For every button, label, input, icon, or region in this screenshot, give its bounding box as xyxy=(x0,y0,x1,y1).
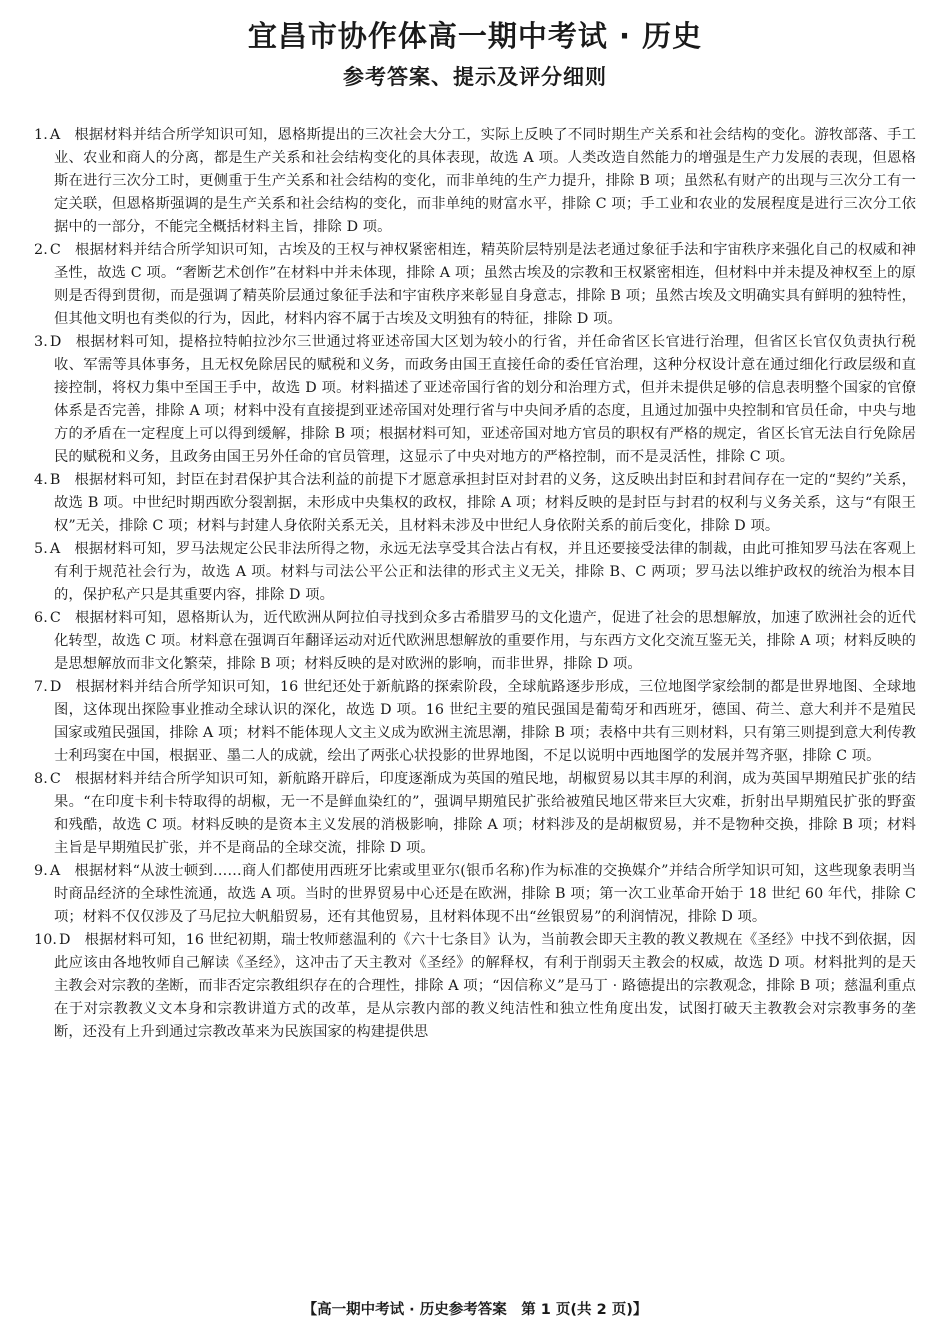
answer-explanation: 根据材料并结合所学知识可知，古埃及的王权与神权紧密相连，精英阶层特别是法老通过象征手法和宇宙秩序来强化自己的权威和神圣性，故选 C 项。“奢断艺术创作”在材料中并未体现，排除 A 项；虽然古埃及的宗教和王权紧密相连，但材料中并未提及神权至上的原则是否得到贯彻，而是强调了精英阶层通过象征手法和宇宙秩序来彰显自身意志，排除 B 项；虽然古埃及文明确实具有鲜明的独特性，但其他文明也有类似的行为，因此，材料内容不属于古埃及文明独有的特征，排除 D 项。 xyxy=(54,242,916,327)
answer-choice: A xyxy=(49,541,61,557)
answer-number: 9. xyxy=(34,863,48,879)
answer-item-10 xyxy=(34,929,916,1044)
answer-choice: A xyxy=(49,863,61,879)
answer-item-3 xyxy=(34,331,916,469)
answer-item-7 xyxy=(34,676,916,768)
answer-explanation: 根据材料“从波士顿到……商人们都使用西班牙比索或里亚尔(银币名称)作为标准的交换媒介”并结合所学知识可知，这些现象表明当时商品经济的全球性流通，故选 A 项。当时的世界贸易中心还是在欧洲，排除 B 项；第一次工业革命开始于 18 世纪 60 年代，排除 C 项；材料不仅仅涉及了马尼拉大帆船贸易，还有其他贸易，且材料体现不出“丝银贸易”的利润情况，排除 D 项。 xyxy=(54,863,916,925)
answer-choice: D xyxy=(59,932,71,948)
answer-number: 2. xyxy=(34,242,48,258)
answer-choice: C xyxy=(49,242,61,258)
answer-number: 5. xyxy=(34,541,48,557)
answer-explanation: 根据材料并结合所学知识可知，恩格斯提出的三次社会大分工，实际上反映了不同时期生产关系和社会结构的变化。游牧部落、手工业、农业和商人的分离，都是生产关系和社会结构变化的具体表现，故选 A 项。人类改造自然能力的增强是生产力发展的表现，但恩格斯在进行三次分工时，更侧重于生产关系和社会结构的变化，而非单纯的生产力提升，排除 B 项；虽然私有财产的出现与三次分工有一定关联，但恩格斯强调的是生产关系和社会结构的变化，而非单纯的财富水平，排除 C 项；手工业和农业的发展程度是进行三次分工依据中的一部分，不能完全概括材料主旨，排除 D 项。 xyxy=(54,127,916,235)
answer-number: 3. xyxy=(34,334,48,350)
answer-item-9 xyxy=(34,860,916,929)
answer-choice: D xyxy=(49,334,62,350)
answer-list xyxy=(34,124,916,1044)
answer-choice: C xyxy=(49,610,61,626)
answer-item-1 xyxy=(34,124,916,239)
answer-number: 7. xyxy=(34,679,48,695)
answer-explanation: 根据材料并结合所学知识可知，16 世纪还处于新航路的探索阶段，全球航路逐步形成，三位地图学家绘制的都是世界地图、全球地图，这体现出探险事业推动全球认识的深化，故选 D 项。16 世纪主要的殖民强国是葡萄牙和西班牙，德国、荷兰、意大利并不是殖民国家或殖民强国，排除 A 项；材料不能体现人文主义成为欧洲主流思潮，排除 B 项；表格中共有三则材料，只有第三则提到意大利传教士利玛窦在中国，根据亚、墨二人的成就，绘出了两张心状投影的世界地图，不足以说明中西地图学的发展并驾齐驱，排除 C 项。 xyxy=(54,679,916,764)
answer-item-2 xyxy=(34,239,916,331)
answer-number: 4. xyxy=(34,472,48,488)
page-title: 宜昌市协作体高一期中考试 · 历史 xyxy=(247,19,703,53)
answer-item-5 xyxy=(34,538,916,607)
answer-explanation: 根据材料可知，恩格斯认为，近代欧洲从阿拉伯寻找到众多古希腊罗马的文化遗产，促进了社会的思想解放，加速了欧洲社会的近代化转型，故选 C 项。材料意在强调百年翻译运动对近代欧洲思想解放的重要作用，与东西方文化交流互鉴无关，排除 A 项；材料反映的是思想解放而非文化繁荣，排除 B 项；材料反映的是对欧洲的影响，而非世界，排除 D 项。 xyxy=(54,610,916,672)
answer-item-4 xyxy=(34,469,916,538)
page-footer: 【高一期中考试 · 历史参考答案 第 1 页(共 2 页)】 xyxy=(302,1302,648,1318)
answer-item-8 xyxy=(34,768,916,860)
answer-explanation: 根据材料可知，罗马法规定公民非法所得之物，永远无法享受其合法占有权，并且还要接受法律的制裁，由此可推知罗马法在客观上有利于规范社会行为，故选 A 项。材料与司法公平公正和法律的形式主义无关，排除 B、C 两项；罗马法以维护政权的统治为根本目的，保护私产只是其重要内容，排除 D 项。 xyxy=(54,541,916,603)
answer-number: 1. xyxy=(34,127,48,143)
answer-choice: C xyxy=(49,771,61,787)
answer-choice: B xyxy=(49,472,61,488)
answer-choice: D xyxy=(49,679,62,695)
answer-item-6 xyxy=(34,607,916,676)
page-subtitle: 参考答案、提示及评分细则 xyxy=(343,65,607,89)
answer-explanation: 根据材料并结合所学知识可知，新航路开辟后，印度逐渐成为英国的殖民地，胡椒贸易以其丰厚的利润，成为英国早期殖民扩张的结果。“在印度卡利卡特取得的胡椒，无一不是鲜血染红的”，强调早期殖民扩张给被殖民地区带来巨大灾难，折射出早期殖民扩张的野蛮和残酷，故选 C 项。材料反映的是资本主义发展的消极影响，排除 A 项；材料涉及的是胡椒贸易，并不是物种交换，排除 B 项；材料主旨是早期殖民扩张，并不是商品的全球交流，排除 D 项。 xyxy=(54,771,916,856)
answer-explanation: 根据材料可知，16 世纪初期，瑞士牧师慈温利的《六十七条目》认为，当前教会即天主教的教义教规在《圣经》中找不到依据，因此应该由各地牧师自己解读《圣经》，这冲击了天主教对《圣经》的解释权，有利于削弱天主教会的权威，故选 D 项。材料批判的是天主教会对宗教的垄断，而非否定宗教组织存在的合理性，排除 A 项；“因信称义”是马丁 · 路德提出的宗教观念，排除 B 项；慈温利重点在于对宗教教义文本身和宗教讲道方式的改革，是从宗教内部的教义纯洁性和独立性角度出发，试图打破天主教教会对宗教事务的垄断，还没有上升到通过宗教改革来为民族国家的构建提供思 xyxy=(54,932,916,1040)
answer-choice: A xyxy=(49,127,61,143)
answer-number: 10. xyxy=(34,932,58,948)
answer-number: 8. xyxy=(34,771,48,787)
answer-explanation: 根据材料可知，提格拉特帕拉沙尔三世通过将亚述帝国大区划为较小的行省，并任命省区长官进行治理，但省区长官仅负责执行税收、军需等具体事务，且无权免除居民的赋税和义务，而政务由国王直接任命的委任官治理，这种分权设计意在通过细化行政层级和直接控制，将权力集中至国王手中，故选 D 项。材料描述了亚述帝国行省的划分和治理方式，但并未提供足够的信息表明整个国家的官僚体系是否完善，排除 A 项；材料中没有直接提到亚述帝国对处理行省与中央间矛盾的态度，且通过加强中央控制和官员任命，中央与地方的矛盾在一定程度上可以得到缓解，排除 B 项；根据材料可知，亚述帝国对地方官员的职权有严格的规定，省区长官无法自行免除居民的赋税和义务，且政务由国王另外任命的官员管理，这显示了中央对地方的严格控制，而不是灵活性，排除 C 项。 xyxy=(54,334,916,465)
answer-number: 6. xyxy=(34,610,48,626)
answer-explanation: 根据材料可知，封臣在封君保护其合法利益的前提下才愿意承担封臣对封君的义务，这反映出封臣和封君间存在一定的“契约”关系，故选 B 项。中世纪时期西欧分裂割据，未形成中央集权的政权，排除 A 项；材料反映的是封臣与封君的权利与义务关系，这与“有限王权”无关，排除 C 项；材料与封建人身依附关系无关，且材料未涉及中世纪人身依附关系的前后变化，排除 D 项。 xyxy=(54,472,916,534)
